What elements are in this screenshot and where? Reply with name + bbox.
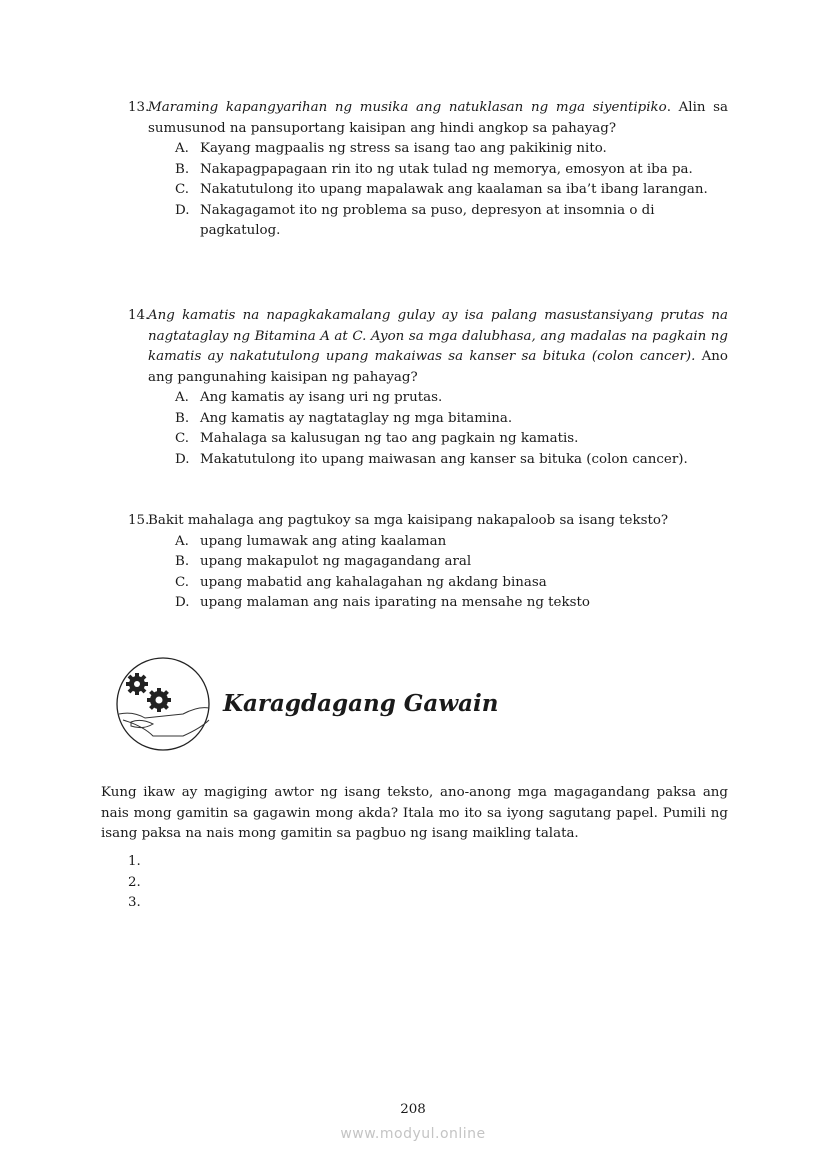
- option-text: Kayang magpaalis ng stress sa isang tao ang pakikinig nito.: [200, 141, 607, 156]
- gears-hand-icon: [113, 656, 213, 752]
- option-a: [175, 388, 728, 409]
- page-number: 208: [400, 1102, 426, 1117]
- option-letter: B.: [175, 554, 190, 569]
- option-letter: A.: [175, 390, 189, 405]
- option-b: [175, 160, 728, 181]
- option-d: [175, 450, 728, 471]
- stem-italic: Maraming kapangyarihan ng musika ang natuklasan ng mga siyentipiko: [148, 100, 667, 115]
- question-number: 15.: [128, 513, 150, 528]
- option-c: [175, 573, 728, 594]
- option-text: upang makapulot ng magagandang aral: [200, 554, 472, 569]
- section-title: Karagdagang Gawain: [223, 690, 499, 717]
- option-a: [175, 532, 728, 553]
- option-letter: A.: [175, 533, 189, 549]
- option-text: upang malaman ang nais iparating na mensahe ng teksto: [200, 595, 590, 610]
- list-item: 3.: [128, 895, 141, 910]
- option-text: Makatutulong ito upang maiwasan ang kanser sa bituka (colon cancer).: [200, 451, 688, 467]
- option-text: Mahalaga sa kalusugan ng tao ang pagkain ng kamatis.: [200, 431, 579, 446]
- option-d: [175, 593, 728, 614]
- options: [128, 139, 728, 242]
- option-text: Ang kamatis ay nagtataglay ng mga bitamina.: [200, 410, 513, 426]
- option-text: upang mabatid ang kahalagahan ng akdang binasa: [200, 574, 547, 590]
- option-letter: D.: [175, 202, 190, 218]
- option-letter: C.: [175, 431, 190, 446]
- option-letter: A.: [175, 141, 189, 156]
- option-b: [175, 409, 728, 430]
- option-text: upang lumawak ang ating kaalaman: [200, 533, 447, 549]
- section-instructions: Kung ikaw ay magiging awtor ng isang teksto, ano-anong mga magagandang paksa ang nais mong gamitin sa gagawin mong akda? Itala mo ito sa iyong sagutang papel. Pumili ng isang paksa na nais mong gamitin sa pagbuo ng isang maikling talata.: [101, 785, 728, 841]
- options: [128, 532, 728, 614]
- stem-italic: Ang kamatis na napagkakamalang gulay ay isa palang masustansiyang prutas na nagtataglay ng Bitamina A at C. Ayon sa mga dalubhasa, ang madalas na pagkain ng kamatis ay nakatutulong upang makaiwas sa kanser sa bituka (colon cancer).: [148, 308, 728, 364]
- option-letter: D.: [175, 595, 190, 610]
- option-text: Ang kamatis ay isang uri ng prutas.: [200, 390, 443, 405]
- answer-list: [128, 852, 141, 914]
- option-letter: B.: [175, 410, 190, 426]
- stem-normal: Ano ang pangunahing kaisipan ng pahayag?: [148, 349, 728, 385]
- question-number: 14.: [128, 308, 150, 323]
- list-item: 2.: [128, 874, 141, 890]
- question-13: [128, 98, 728, 242]
- option-letter: C.: [175, 182, 190, 197]
- question-stem: [148, 306, 728, 388]
- stem-normal: . Alin sa sumusunod na pansuportang kaisipan ang hindi angkop sa pahayag?: [148, 100, 728, 136]
- option-letter: D.: [175, 451, 190, 467]
- stem-normal: Bakit mahalaga ang pagtukoy sa mga kaisipang nakapaloob sa isang teksto?: [148, 513, 669, 528]
- option-d: [175, 201, 728, 242]
- option-c: [175, 180, 728, 201]
- watermark: www.modyul.online: [340, 1126, 486, 1142]
- option-letter: B.: [175, 161, 190, 177]
- question-14: [128, 306, 728, 470]
- options: [128, 388, 728, 470]
- question-stem: [148, 511, 728, 532]
- option-a: [175, 139, 728, 160]
- question-15: [128, 511, 728, 614]
- option-text: Nakatutulong ito upang mapalawak ang kaalaman sa iba’t ibang larangan.: [200, 182, 708, 197]
- list-item: 1.: [128, 854, 141, 869]
- option-text: Nakagagamot ito ng problema sa puso, depresyon at insomnia o di pagkatulog.: [200, 202, 655, 238]
- option-b: [175, 552, 728, 573]
- question-stem: [148, 98, 728, 139]
- question-number: 13.: [128, 100, 150, 115]
- option-c: [175, 429, 728, 450]
- option-text: Nakapagpapagaan rin ito ng utak tulad ng memorya, emosyon at iba pa.: [200, 161, 693, 177]
- option-letter: C.: [175, 574, 190, 590]
